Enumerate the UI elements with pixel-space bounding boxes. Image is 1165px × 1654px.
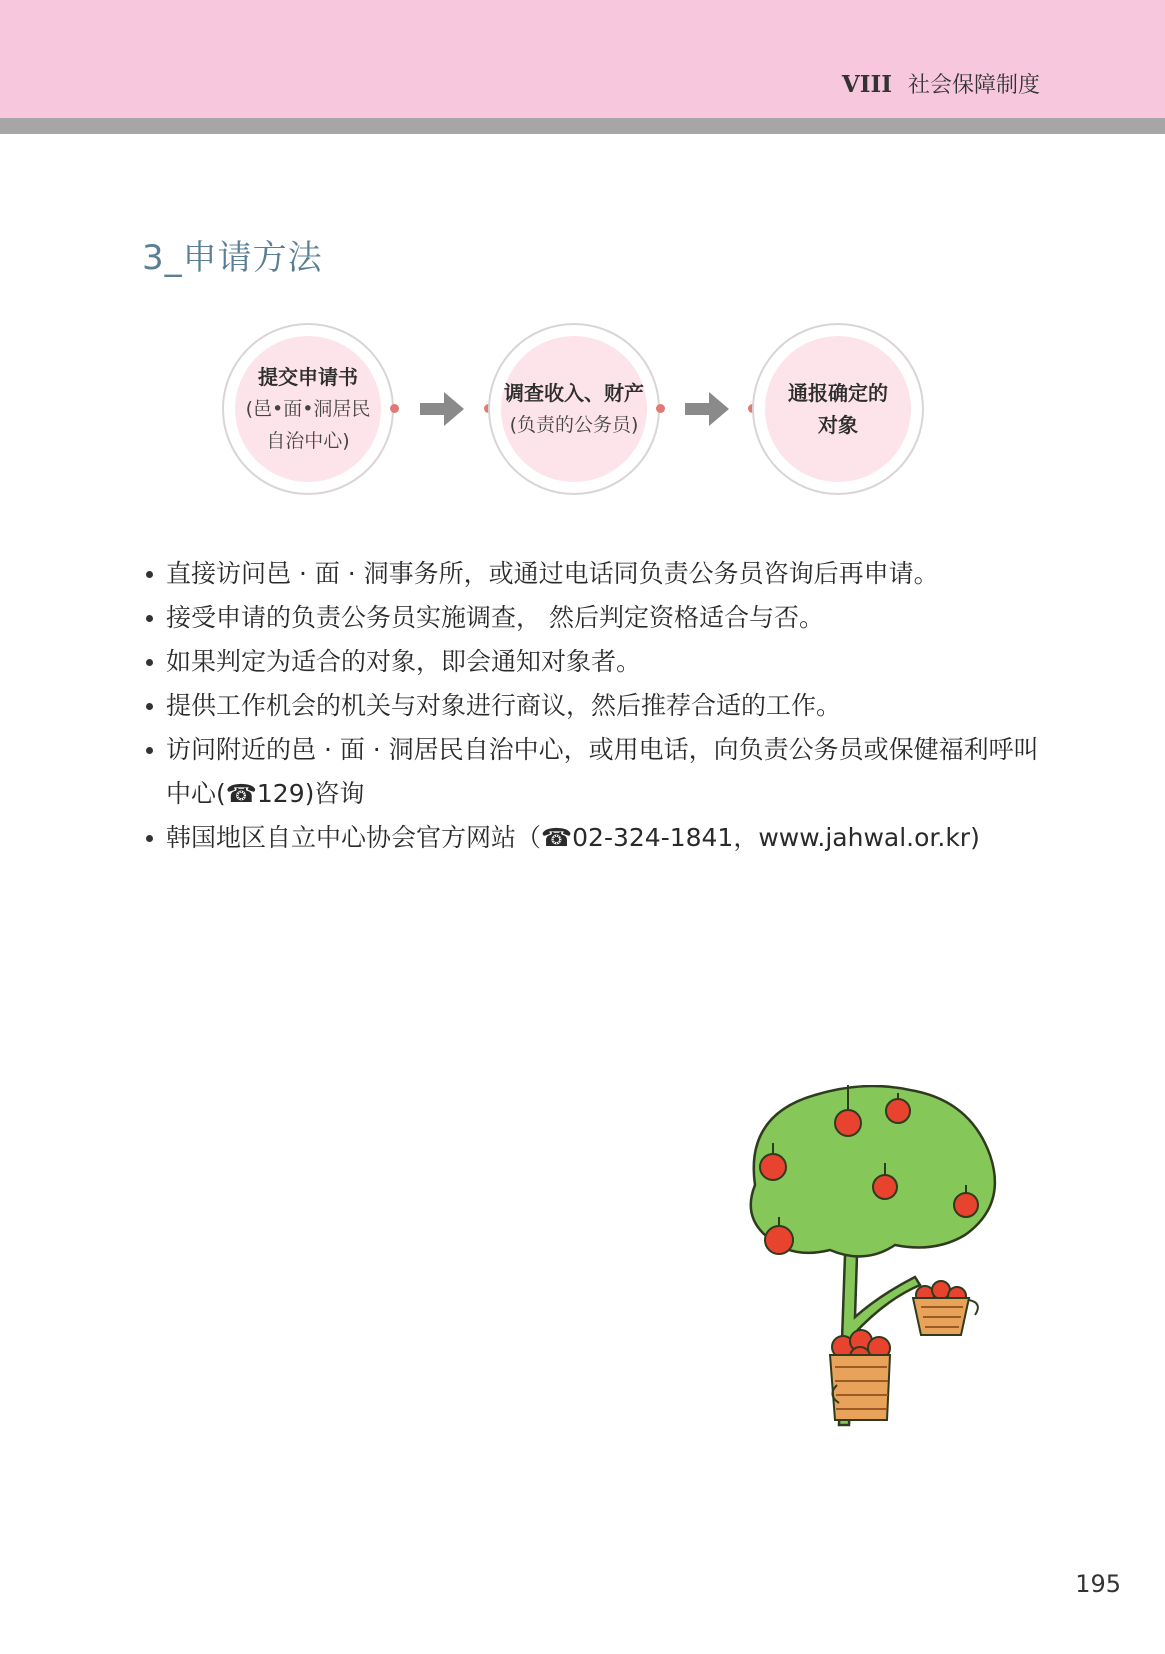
flow-step-submit-detail: (邑•面•洞居民 [245,398,371,420]
flow-step-investigate-detail: (负责的公务员) [509,414,639,436]
list-item: 如果判定为适合的对象，即会通知对象者。 [142,640,1042,684]
list-item: 直接访问邑 · 面 · 洞事务所，或通过电话同负责公务员咨询后再申请。 [142,552,1042,596]
apple-tree-illustration [735,1085,1035,1505]
header-rule [0,118,1165,134]
flow-step-submit-circle [235,336,381,482]
connector-dot [390,404,399,413]
page-number: 195 [1075,1570,1121,1598]
list-item: 提供工作机会的机关与对象进行商议，然后推荐合适的工作。 [142,684,1042,728]
flow-step-submit-title: 提交申请书 [258,365,358,389]
flow-step-notify [752,323,924,495]
right-arrow-icon [420,392,464,426]
chapter-title: 社会保障制度 [907,73,1040,98]
chapter-heading [842,68,1040,99]
connector-dot [748,404,757,413]
flow-step-submit [222,323,394,495]
list-item: 访问附近的邑 · 面 · 洞居民自治中心，或用电话，向负责公务员或保健福利呼叫中心(☎129)咨询 [142,728,1042,816]
flow-step-investigate-circle [501,336,647,482]
flow-step-notify-circle [765,336,911,482]
method-list [142,552,1042,860]
flow-step-notify-title: 通报确定的 [788,381,888,405]
flow-step-submit-detail-2: 自治中心) [266,430,350,452]
flow-step-investigate [488,323,660,495]
list-item: 韩国地区自立中心协会官方网站（☎02-324-1841，www.jahwal.or.kr) [142,816,1042,860]
list-item: 接受申请的负责公务员实施调查， 然后判定资格适合与否。 [142,596,1042,640]
right-arrow-icon [685,392,729,426]
chapter-numeral: VIII [841,71,892,98]
header-band [0,0,1165,118]
flow-step-investigate-title: 调查收入、财产 [504,381,644,405]
connector-dot [484,404,493,413]
section-title: 3_申请方法 [142,238,323,278]
flow-step-notify-title-2: 对象 [818,413,858,437]
connector-dot [656,404,665,413]
